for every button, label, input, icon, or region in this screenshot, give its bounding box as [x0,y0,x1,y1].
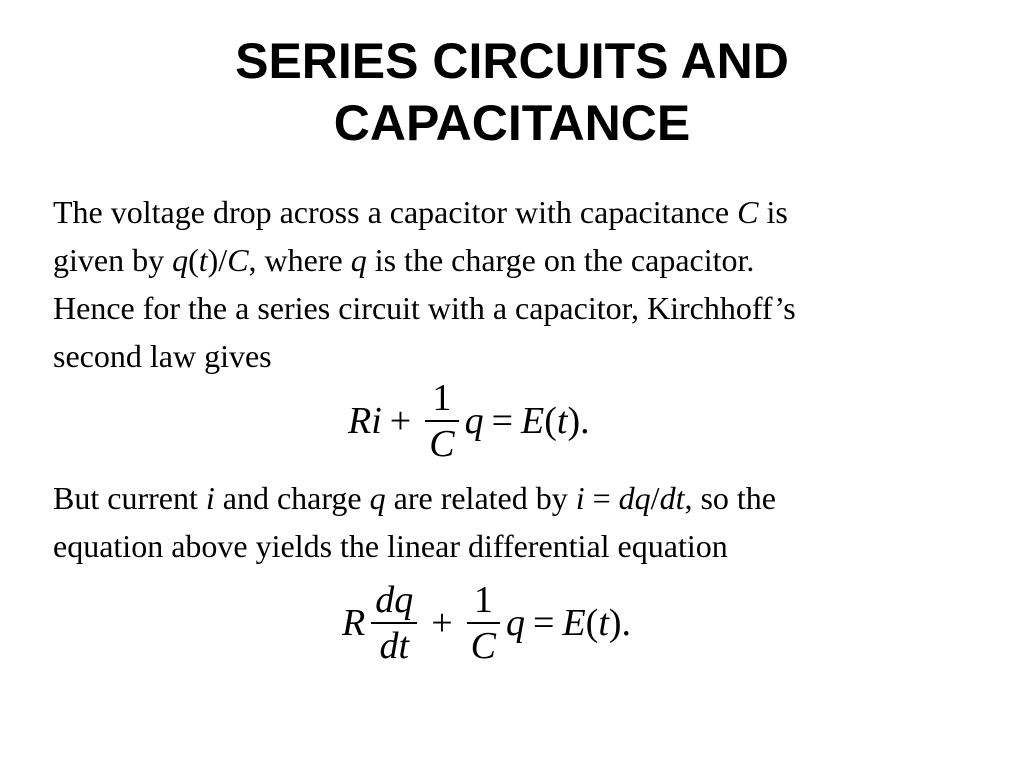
relation-line-2: equation above yields the linear differential equation [53,528,728,564]
text: and charge [214,480,370,516]
eq-t: t [598,602,609,644]
symbol-q: q [350,242,367,278]
fraction-1-over-C [425,378,458,464]
fraction-numerator: 1 [473,579,493,621]
text: The voltage drop across a capacitor with capacitance [53,194,738,230]
text: , where [248,242,351,278]
fraction-bar [371,622,417,624]
fraction-numerator: 1 [432,377,452,419]
text: , so the [684,480,776,516]
text: given by [53,242,173,278]
text: is the charge on the capacitor. [366,242,755,278]
eq-open-paren: ( [544,400,557,442]
eq-t: t [556,400,568,442]
fraction-numerator: dq [375,579,414,621]
eq-E: E [562,602,586,644]
intro-line-1 [53,188,993,236]
symbol-q: q [172,242,189,278]
eq-q: q [506,602,526,644]
intro-line-2 [53,236,993,284]
symbol-i: i [575,480,585,516]
symbol-C: C [737,194,759,230]
text: But current [53,480,206,516]
fraction-dq-over-dt [371,580,417,666]
symbol-i: i [205,480,215,516]
title-line-1: SERIES CIRCUITS AND [235,33,789,89]
eq-term-Ri: Ri [348,400,382,442]
fraction-denominator: C [470,625,497,667]
text: is [758,194,788,230]
text: are related by [385,480,576,516]
symbol-C: C [227,242,249,278]
fraction-denominator: C [429,423,455,465]
eq-R: R [342,602,366,644]
equation-kirchhoff [348,378,590,464]
symbol-dt: dt [659,480,685,516]
equation-differential [342,580,631,666]
slide-title [0,30,1024,154]
intro-line-4: second law gives [53,338,272,374]
text: / [650,480,660,516]
paragraph-relation [53,474,993,570]
fraction-bar [467,622,500,624]
title-line-2: CAPACITANCE [333,95,691,151]
eq-open-paren: ( [585,602,599,644]
paragraph-intro [53,188,993,380]
fraction-1-over-C [467,580,500,666]
eq-equals: = [533,602,555,644]
text: ( [188,242,199,278]
symbol-t: t [198,242,208,278]
eq-plus: + [431,602,453,644]
relation-line-1 [53,474,993,522]
symbol-q: q [369,480,386,516]
intro-line-3: Hence for the a series circuit with a capacitor, Kirchhoff’s [53,290,796,326]
eq-equals: = [491,400,514,442]
fraction-denominator: dt [379,625,409,667]
eq-close-paren: ). [608,602,632,644]
fraction-bar [425,420,458,422]
eq-close-paren: ). [567,400,590,442]
eq-E: E [521,400,545,442]
eq-plus: + [389,400,412,442]
eq-q: q [464,400,484,442]
text: )/ [207,242,228,278]
text: = [584,480,619,516]
symbol-dq: dq [618,480,651,516]
